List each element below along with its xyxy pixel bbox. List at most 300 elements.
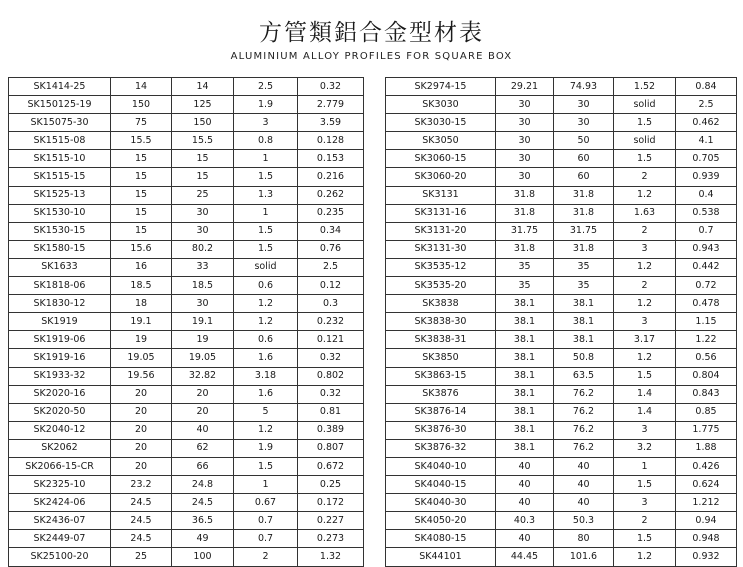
table-row <box>386 476 737 494</box>
thickness-cell: 1.5 <box>614 530 676 548</box>
weight-cell: 0.12 <box>298 277 364 295</box>
profile-table-left <box>8 77 364 567</box>
thickness-cell: 3 <box>234 114 298 132</box>
height-cell: 101.6 <box>554 548 614 566</box>
table-row <box>9 295 364 313</box>
weight-cell: 0.34 <box>298 222 364 240</box>
table-row <box>9 331 364 349</box>
width-cell: 31.8 <box>496 204 554 222</box>
height-cell: 40 <box>172 421 234 439</box>
weight-cell: 0.3 <box>298 295 364 313</box>
model-cell: SK4040-30 <box>386 494 496 512</box>
thickness-cell: 0.7 <box>234 512 298 530</box>
height-cell: 25 <box>172 186 234 204</box>
thickness-cell: 1.5 <box>614 150 676 168</box>
weight-cell: 3.59 <box>298 114 364 132</box>
height-cell: 50.8 <box>554 349 614 367</box>
weight-cell: 0.932 <box>676 548 737 566</box>
weight-cell: 0.121 <box>298 331 364 349</box>
table-row <box>9 457 364 475</box>
width-cell: 31.75 <box>496 222 554 240</box>
table-row <box>386 222 737 240</box>
thickness-cell: 1 <box>234 476 298 494</box>
height-cell: 38.1 <box>554 331 614 349</box>
table-row <box>386 78 737 96</box>
model-cell: SK3030-15 <box>386 114 496 132</box>
table-row <box>9 186 364 204</box>
weight-cell: 0.804 <box>676 367 737 385</box>
weight-cell: 2.779 <box>298 96 364 114</box>
weight-cell: 0.672 <box>298 457 364 475</box>
model-cell: SK3131-20 <box>386 222 496 240</box>
model-cell: SK1633 <box>9 258 111 276</box>
weight-cell: 0.426 <box>676 457 737 475</box>
table-row <box>9 96 364 114</box>
model-cell: SK3876-14 <box>386 403 496 421</box>
thickness-cell: 1.4 <box>614 403 676 421</box>
thickness-cell: 1 <box>614 457 676 475</box>
table-row <box>386 385 737 403</box>
model-cell: SK3863-15 <box>386 367 496 385</box>
thickness-cell: 1.2 <box>614 349 676 367</box>
model-cell: SK2436-07 <box>9 512 111 530</box>
height-cell: 50 <box>554 132 614 150</box>
table-row <box>9 349 364 367</box>
thickness-cell: 1.2 <box>614 258 676 276</box>
table-row <box>386 367 737 385</box>
model-cell: SK3050 <box>386 132 496 150</box>
thickness-cell: 1.2 <box>614 186 676 204</box>
height-cell: 19.1 <box>172 313 234 331</box>
width-cell: 30 <box>496 150 554 168</box>
height-cell: 49 <box>172 530 234 548</box>
width-cell: 30 <box>496 132 554 150</box>
thickness-cell: 0.6 <box>234 331 298 349</box>
table-row <box>386 114 737 132</box>
height-cell: 35 <box>554 277 614 295</box>
model-cell: SK1933-32 <box>9 367 111 385</box>
thickness-cell: 5 <box>234 403 298 421</box>
weight-cell: 0.389 <box>298 421 364 439</box>
thickness-cell: 1.2 <box>234 313 298 331</box>
width-cell: 44.45 <box>496 548 554 566</box>
table-row <box>386 313 737 331</box>
height-cell: 80 <box>554 530 614 548</box>
thickness-cell: 1.9 <box>234 96 298 114</box>
height-cell: 31.75 <box>554 222 614 240</box>
thickness-cell: 1.3 <box>234 186 298 204</box>
thickness-cell: 0.6 <box>234 277 298 295</box>
thickness-cell: 1.52 <box>614 78 676 96</box>
weight-cell: 0.153 <box>298 150 364 168</box>
model-cell: SK2020-50 <box>9 403 111 421</box>
model-cell: SK1414-25 <box>9 78 111 96</box>
model-cell: SK2449-07 <box>9 530 111 548</box>
width-cell: 24.5 <box>111 512 172 530</box>
width-cell: 35 <box>496 277 554 295</box>
width-cell: 38.1 <box>496 349 554 367</box>
weight-cell: 0.72 <box>676 277 737 295</box>
thickness-cell: 1 <box>234 150 298 168</box>
width-cell: 16 <box>111 258 172 276</box>
weight-cell: 4.1 <box>676 132 737 150</box>
thickness-cell: 0.7 <box>234 530 298 548</box>
height-cell: 80.2 <box>172 240 234 258</box>
width-cell: 38.1 <box>496 385 554 403</box>
thickness-cell: 2 <box>614 277 676 295</box>
width-cell: 31.8 <box>496 186 554 204</box>
weight-cell: 0.81 <box>298 403 364 421</box>
weight-cell: 0.273 <box>298 530 364 548</box>
table-row <box>9 132 364 150</box>
thickness-cell: 3 <box>614 240 676 258</box>
profile-table-right <box>385 77 737 567</box>
model-cell: SK1818-06 <box>9 277 111 295</box>
weight-cell: 0.216 <box>298 168 364 186</box>
table-row <box>9 204 364 222</box>
height-cell: 38.1 <box>554 295 614 313</box>
height-cell: 31.8 <box>554 204 614 222</box>
weight-cell: 0.948 <box>676 530 737 548</box>
thickness-cell: solid <box>614 96 676 114</box>
table-row <box>9 258 364 276</box>
table-row <box>386 277 737 295</box>
table-row <box>9 548 364 566</box>
weight-cell: 0.235 <box>298 204 364 222</box>
width-cell: 38.1 <box>496 367 554 385</box>
width-cell: 38.1 <box>496 403 554 421</box>
table-row <box>386 530 737 548</box>
height-cell: 63.5 <box>554 367 614 385</box>
table-row <box>9 403 364 421</box>
table-row <box>9 439 364 457</box>
model-cell: SK3876-32 <box>386 439 496 457</box>
width-cell: 24.5 <box>111 530 172 548</box>
weight-cell: 0.32 <box>298 349 364 367</box>
model-cell: SK3131-30 <box>386 240 496 258</box>
weight-cell: 1.212 <box>676 494 737 512</box>
table-row <box>9 277 364 295</box>
width-cell: 15.5 <box>111 132 172 150</box>
table-row <box>9 168 364 186</box>
weight-cell: 0.802 <box>298 367 364 385</box>
model-cell: SK2066-15-CR <box>9 457 111 475</box>
weight-cell: 2.5 <box>298 258 364 276</box>
height-cell: 24.8 <box>172 476 234 494</box>
page-subtitle: ALUMINIUM ALLOY PROFILES FOR SQUARE BOX <box>230 51 513 62</box>
height-cell: 24.5 <box>172 494 234 512</box>
model-cell: SK4080-15 <box>386 530 496 548</box>
model-cell: SK3030 <box>386 96 496 114</box>
model-cell: SK2424-06 <box>9 494 111 512</box>
thickness-cell: 1.2 <box>614 548 676 566</box>
height-cell: 31.8 <box>554 186 614 204</box>
model-cell: SK3838 <box>386 295 496 313</box>
thickness-cell: 3.18 <box>234 367 298 385</box>
weight-cell: 0.56 <box>676 349 737 367</box>
thickness-cell: 2 <box>614 512 676 530</box>
height-cell: 40 <box>554 476 614 494</box>
weight-cell: 0.462 <box>676 114 737 132</box>
width-cell: 40 <box>496 530 554 548</box>
thickness-cell: 1.5 <box>614 476 676 494</box>
height-cell: 20 <box>172 403 234 421</box>
weight-cell: 0.4 <box>676 186 737 204</box>
height-cell: 76.2 <box>554 439 614 457</box>
width-cell: 15 <box>111 168 172 186</box>
table-row <box>386 132 737 150</box>
height-cell: 30 <box>172 204 234 222</box>
height-cell: 76.2 <box>554 385 614 403</box>
height-cell: 38.1 <box>554 313 614 331</box>
table-row <box>9 367 364 385</box>
model-cell: SK1515-08 <box>9 132 111 150</box>
height-cell: 40 <box>554 457 614 475</box>
height-cell: 50.3 <box>554 512 614 530</box>
model-cell: SK3838-30 <box>386 313 496 331</box>
width-cell: 15 <box>111 204 172 222</box>
height-cell: 150 <box>172 114 234 132</box>
weight-cell: 0.705 <box>676 150 737 168</box>
height-cell: 33 <box>172 258 234 276</box>
weight-cell: 0.172 <box>298 494 364 512</box>
model-cell: SK25100-20 <box>9 548 111 566</box>
thickness-cell: 1.6 <box>234 385 298 403</box>
thickness-cell: 2 <box>234 548 298 566</box>
weight-cell: 0.32 <box>298 78 364 96</box>
table-row <box>9 421 364 439</box>
width-cell: 23.2 <box>111 476 172 494</box>
model-cell: SK4040-10 <box>386 457 496 475</box>
height-cell: 15.5 <box>172 132 234 150</box>
thickness-cell: 1.2 <box>614 295 676 313</box>
thickness-cell: 1.5 <box>234 240 298 258</box>
width-cell: 38.1 <box>496 439 554 457</box>
height-cell: 76.2 <box>554 403 614 421</box>
height-cell: 30 <box>172 222 234 240</box>
model-cell: SK4040-15 <box>386 476 496 494</box>
table-row <box>9 240 364 258</box>
width-cell: 31.8 <box>496 240 554 258</box>
width-cell: 75 <box>111 114 172 132</box>
weight-cell: 0.94 <box>676 512 737 530</box>
thickness-cell: 1.5 <box>234 168 298 186</box>
width-cell: 38.1 <box>496 331 554 349</box>
width-cell: 18.5 <box>111 277 172 295</box>
width-cell: 30 <box>496 168 554 186</box>
thickness-cell: 3 <box>614 494 676 512</box>
model-cell: SK1530-15 <box>9 222 111 240</box>
model-cell: SK3131 <box>386 186 496 204</box>
table-row <box>9 512 364 530</box>
width-cell: 15 <box>111 222 172 240</box>
table-row <box>386 186 737 204</box>
model-cell: SK2325-10 <box>9 476 111 494</box>
thickness-cell: 1.2 <box>234 295 298 313</box>
height-cell: 74.93 <box>554 78 614 96</box>
width-cell: 24.5 <box>111 494 172 512</box>
weight-cell: 0.7 <box>676 222 737 240</box>
model-cell: SK2974-15 <box>386 78 496 96</box>
width-cell: 18 <box>111 295 172 313</box>
table-row <box>9 313 364 331</box>
width-cell: 20 <box>111 385 172 403</box>
thickness-cell: 3.2 <box>614 439 676 457</box>
width-cell: 19.1 <box>111 313 172 331</box>
thickness-cell: 1.5 <box>614 367 676 385</box>
table-row <box>9 530 364 548</box>
width-cell: 150 <box>111 96 172 114</box>
thickness-cell: 3 <box>614 313 676 331</box>
width-cell: 38.1 <box>496 313 554 331</box>
width-cell: 40 <box>496 476 554 494</box>
thickness-cell: 0.67 <box>234 494 298 512</box>
thickness-cell: 1.63 <box>614 204 676 222</box>
model-cell: SK1919-06 <box>9 331 111 349</box>
model-cell: SK3838-31 <box>386 331 496 349</box>
model-cell: SK2040-12 <box>9 421 111 439</box>
weight-cell: 1.22 <box>676 331 737 349</box>
model-cell: SK15075-30 <box>9 114 111 132</box>
weight-cell: 0.85 <box>676 403 737 421</box>
width-cell: 19 <box>111 331 172 349</box>
table-row <box>9 114 364 132</box>
height-cell: 76.2 <box>554 421 614 439</box>
weight-cell: 0.478 <box>676 295 737 313</box>
model-cell: SK1515-15 <box>9 168 111 186</box>
table-row <box>9 222 364 240</box>
weight-cell: 0.843 <box>676 385 737 403</box>
thickness-cell: 1.5 <box>234 222 298 240</box>
thickness-cell: 1.2 <box>234 421 298 439</box>
width-cell: 19.56 <box>111 367 172 385</box>
width-cell: 15 <box>111 150 172 168</box>
table-row <box>9 494 364 512</box>
weight-cell: 0.232 <box>298 313 364 331</box>
width-cell: 19.05 <box>111 349 172 367</box>
thickness-cell: 2 <box>614 168 676 186</box>
model-cell: SK3535-20 <box>386 277 496 295</box>
model-cell: SK1525-13 <box>9 186 111 204</box>
height-cell: 30 <box>172 295 234 313</box>
page-title: 方管類鋁合金型材表 <box>259 20 484 46</box>
weight-cell: 0.943 <box>676 240 737 258</box>
model-cell: SK1919-16 <box>9 349 111 367</box>
weight-cell: 0.32 <box>298 385 364 403</box>
width-cell: 29.21 <box>496 78 554 96</box>
width-cell: 20 <box>111 403 172 421</box>
width-cell: 30 <box>496 114 554 132</box>
height-cell: 15 <box>172 168 234 186</box>
model-cell: SK3060-15 <box>386 150 496 168</box>
height-cell: 32.82 <box>172 367 234 385</box>
thickness-cell: 1 <box>234 204 298 222</box>
height-cell: 19.05 <box>172 349 234 367</box>
model-cell: SK3535-12 <box>386 258 496 276</box>
table-row <box>9 78 364 96</box>
model-cell: SK2062 <box>9 439 111 457</box>
width-cell: 38.1 <box>496 421 554 439</box>
width-cell: 30 <box>496 96 554 114</box>
width-cell: 35 <box>496 258 554 276</box>
table-row <box>386 548 737 566</box>
weight-cell: 1.15 <box>676 313 737 331</box>
weight-cell: 0.538 <box>676 204 737 222</box>
height-cell: 15 <box>172 150 234 168</box>
table-row <box>386 403 737 421</box>
table-row <box>386 457 737 475</box>
weight-cell: 0.128 <box>298 132 364 150</box>
table-row <box>386 494 737 512</box>
model-cell: SK3876-30 <box>386 421 496 439</box>
thickness-cell: 2.5 <box>234 78 298 96</box>
model-cell: SK3876 <box>386 385 496 403</box>
weight-cell: 0.25 <box>298 476 364 494</box>
model-cell: SK3060-20 <box>386 168 496 186</box>
width-cell: 20 <box>111 457 172 475</box>
weight-cell: 0.939 <box>676 168 737 186</box>
height-cell: 125 <box>172 96 234 114</box>
thickness-cell: 2 <box>614 222 676 240</box>
table-row <box>386 421 737 439</box>
table-row <box>9 150 364 168</box>
table-row <box>386 331 737 349</box>
model-cell: SK2020-16 <box>9 385 111 403</box>
model-cell: SK1580-15 <box>9 240 111 258</box>
thickness-cell: 1.5 <box>614 114 676 132</box>
weight-cell: 1.32 <box>298 548 364 566</box>
width-cell: 40 <box>496 494 554 512</box>
thickness-cell: 1.5 <box>234 457 298 475</box>
weight-cell: 0.807 <box>298 439 364 457</box>
height-cell: 62 <box>172 439 234 457</box>
height-cell: 60 <box>554 150 614 168</box>
table-row <box>386 512 737 530</box>
model-cell: SK44101 <box>386 548 496 566</box>
height-cell: 66 <box>172 457 234 475</box>
table-row <box>386 204 737 222</box>
table-row <box>386 295 737 313</box>
width-cell: 20 <box>111 421 172 439</box>
weight-cell: 1.88 <box>676 439 737 457</box>
table-row <box>386 349 737 367</box>
model-cell: SK1919 <box>9 313 111 331</box>
height-cell: 31.8 <box>554 240 614 258</box>
thickness-cell: 3.17 <box>614 331 676 349</box>
model-cell: SK1830-12 <box>9 295 111 313</box>
thickness-cell: 0.8 <box>234 132 298 150</box>
height-cell: 30 <box>554 114 614 132</box>
width-cell: 15 <box>111 186 172 204</box>
height-cell: 30 <box>554 96 614 114</box>
width-cell: 40 <box>496 457 554 475</box>
weight-cell: 0.442 <box>676 258 737 276</box>
width-cell: 20 <box>111 439 172 457</box>
table-row <box>386 96 737 114</box>
model-cell: SK150125-19 <box>9 96 111 114</box>
width-cell: 25 <box>111 548 172 566</box>
model-cell: SK3850 <box>386 349 496 367</box>
height-cell: 20 <box>172 385 234 403</box>
thickness-cell: 1.4 <box>614 385 676 403</box>
table-row <box>386 240 737 258</box>
height-cell: 19 <box>172 331 234 349</box>
weight-cell: 0.84 <box>676 78 737 96</box>
model-cell: SK4050-20 <box>386 512 496 530</box>
model-cell: SK3131-16 <box>386 204 496 222</box>
table-row <box>386 150 737 168</box>
weight-cell: 1.775 <box>676 421 737 439</box>
